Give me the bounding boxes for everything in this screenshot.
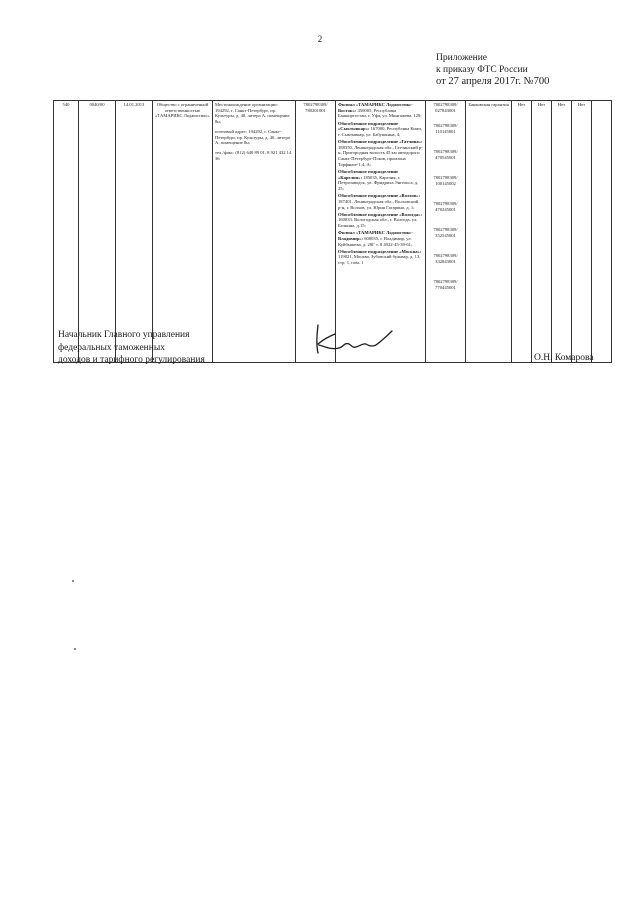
address-phones: тел./факс: (812) 640 89 01, 8 921 432 14 36 (215, 149, 292, 161)
branch-item (338, 121, 423, 138)
branch-address: 160033, Вологодская обл., г. Вологда, ул. Белкина, д.15; (338, 217, 418, 229)
cell-address (213, 101, 296, 363)
branch-item (338, 139, 423, 168)
cell-organization: Общество с ограниченной ответственностью «ТАМАРИКС Лоджистикс» (153, 101, 213, 363)
branch-title: Обособленное подразделение «Москва»: (338, 248, 422, 254)
branch-address: 185035, Карелия, г. Петрозаводск, ул. Фридриха Энгельса, д. 25; (338, 174, 419, 192)
branch-title: Филиал «ТАМАРИКС Лоджистикс-Восток»: (338, 102, 413, 113)
signatory-name: О.Н. Комарова (534, 353, 594, 363)
branch-inn-kpp: 7802798309/ 110145001 (433, 123, 458, 135)
branch-inn-kpp: 7802798309/ 470545001 (433, 149, 458, 161)
scan-artifact (74, 648, 76, 650)
annex-line-1: Приложение (436, 53, 487, 63)
branch-address: 187401, Ленинградская обл., Волховский р-н, г. Волхов, ул. Юрия Гагарина, д. 1; (338, 198, 419, 210)
branch-inn-kpp: 7802798309/ 100145002 (433, 175, 458, 186)
annex-line-2: к приказу ФТС России (436, 65, 528, 75)
branch-title: Обособленное подразделение «Волхов»: (338, 193, 421, 199)
branch-address: 167000, Республика Коми, г. Сыктывкар, ул. Бабушкина, 4; (338, 126, 422, 137)
branch-item (338, 193, 423, 210)
position-line-2: федеральных таможенных (58, 342, 165, 353)
cell-col-10: Нет (532, 101, 552, 363)
branch-address: 188350, Ленинградская обл., Гатчинский р-н, Пригородная волость 45 км автодороги Санкт-Петербург-Псков, промзона Торфяное-1,4, А; (338, 144, 423, 167)
cell-date: 14.01.2013 (116, 101, 153, 363)
cell-row-number: 540 (54, 101, 79, 363)
branch-item (338, 230, 423, 247)
branch-title: Обособленное подразделение «Вологда»: (338, 211, 423, 217)
cell-col-13 (592, 101, 612, 363)
annex-line-3: от 27 апреля 2017г. №700 (436, 76, 550, 87)
branch-address: 450005, Республика Башкортостан, г. Уфа, ул. Мингажева, 129; (338, 107, 422, 119)
cell-guarantee: Банковская гарантия (466, 101, 512, 363)
position-line-1: Начальник Главного управления (58, 330, 190, 340)
cell-col-11: Нет (552, 101, 572, 363)
cell-col-9: Нет (512, 101, 532, 363)
branch-title: Обособленное подразделение «Карелия»: (338, 168, 399, 180)
branch-title: Обособленное подразделение «Гатчина»: (338, 139, 423, 144)
cell-inn-kpp: 7802798309/ 780201001 (296, 101, 336, 363)
branch-item (338, 169, 423, 192)
branch-item (338, 102, 423, 119)
handwritten-signature (308, 322, 398, 362)
address-postal: почтовый адрес: 194292, г. Санкт-Петербург, пр. Культуры, д. 40, литера А, помещение 8н; (215, 128, 290, 146)
branch-title: Обособленное подразделение «Сыктывкар»: (338, 120, 399, 132)
branch-inn-kpp: 7802798309/ 770445001 (433, 278, 458, 290)
branch-inn-kpp: 7802798309/ 470245001 (433, 201, 458, 212)
annex-header (436, 52, 549, 88)
address-location: Местонахождение организации: 194292, г. Санкт-Петербург, пр. Культуры, д. 40, литера А, помещение 8н; (215, 102, 290, 125)
signatory-position (58, 329, 205, 367)
branch-item (338, 249, 423, 266)
cell-col-12: Нет (572, 101, 592, 363)
branch-inn-kpp: 7802798309/ 332843001 (433, 252, 458, 264)
page-number: 2 (317, 34, 323, 44)
branch-address: 600035, г. Владимир, ул. Куйбышева, д. 28Г т. 8 4922-45-39-61; (338, 235, 413, 247)
scan-artifact (72, 580, 74, 582)
branch-inn-kpp: 7802798309/ 027843001 (433, 102, 458, 113)
branch-address: 119021, Москва, Зубовский бульвар, д. 13, стр. 1, пом. 1 (338, 254, 421, 266)
cell-branch-inn-kpp (426, 101, 466, 363)
position-line-3: доходов и тарифного регулирования (58, 355, 205, 365)
branch-inn-kpp: 7802798309/ 352545001 (433, 227, 458, 238)
branch-title: Филиал «ТАМАРИКС Лоджистикс-Владимир»: (338, 230, 413, 241)
branch-item (338, 212, 423, 229)
cell-registration-number: 0040/00 (79, 101, 116, 363)
